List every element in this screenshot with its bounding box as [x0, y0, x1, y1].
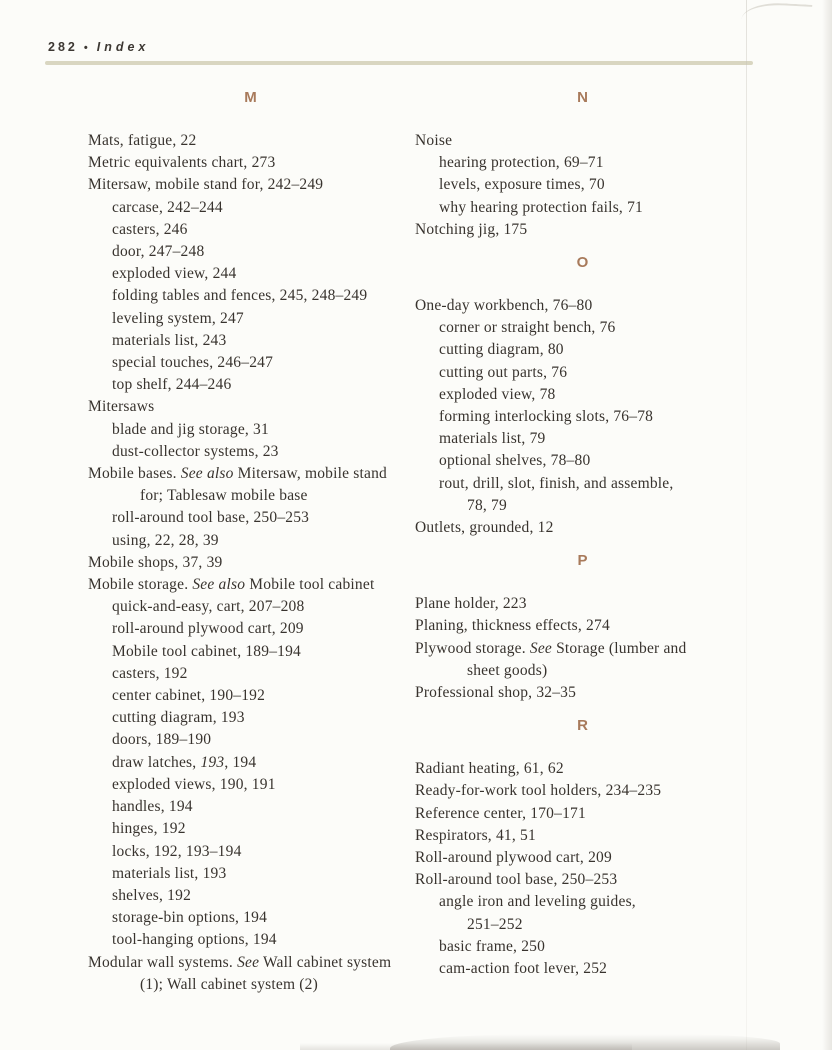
index-entry: Mitersaws — [88, 398, 155, 416]
index-entry: roll-around plywood cart, 209 — [112, 620, 304, 638]
page-number: 282 — [48, 40, 78, 54]
index-entry: Mitersaw, mobile stand for, 242–249 — [88, 176, 324, 194]
index-entry: Reference center, 170–171 — [415, 804, 586, 822]
index-entry: blade and jig storage, 31 — [112, 420, 269, 438]
index-entry: One-day workbench, 76–80 — [415, 297, 593, 315]
index-entry: Professional shop, 32–35 — [415, 684, 577, 702]
index-entry: shelves, 192 — [112, 886, 192, 904]
index-entry: materials list, 79 — [439, 430, 546, 448]
section-letter-heading: R — [577, 717, 588, 735]
index-entry: tool-hanging options, 194 — [112, 931, 277, 949]
index-entry: leveling system, 247 — [112, 309, 244, 327]
index-column-right — [415, 82, 750, 980]
index-entry: Outlets, grounded, 12 — [415, 519, 554, 537]
index-entry: sheet goods) — [467, 661, 548, 679]
index-entry: cam-action foot lever, 252 — [439, 960, 608, 978]
index-section — [415, 551, 750, 704]
index-section — [415, 88, 750, 241]
index-entry: rout, drill, slot, finish, and assemble, — [439, 474, 674, 492]
index-entry: doors, 189–190 — [112, 731, 212, 749]
index-section — [415, 253, 750, 539]
index-entry: Respirators, 41, 51 — [415, 826, 536, 844]
index-entry: materials list, 193 — [112, 864, 227, 882]
section-letter-heading: O — [576, 254, 589, 272]
index-entry: Planing, thickness effects, 274 — [415, 617, 610, 635]
index-entry: Mobile bases. See also Mitersaw, mobile stand — [88, 465, 388, 483]
index-entry: Noise — [415, 132, 453, 149]
index-entry: Mobile shops, 37, 39 — [88, 553, 223, 571]
section-letter-heading: P — [577, 552, 588, 570]
section-letter-heading: M — [244, 89, 257, 106]
index-entry: cutting out parts, 76 — [439, 363, 568, 381]
index-entry: forming interlocking slots, 76–78 — [439, 408, 654, 426]
index-entry: hinges, 192 — [112, 820, 186, 838]
index-entry: Modular wall systems. See Wall cabinet system — [88, 953, 392, 971]
index-entry: storage-bin options, 194 — [112, 909, 268, 927]
index-entry: casters, 246 — [112, 220, 188, 238]
index-entry: Notching jig, 175 — [415, 220, 528, 238]
index-entry: Roll-around plywood cart, 209 — [415, 849, 612, 867]
index-title: Index — [96, 40, 150, 54]
index-entry: quick-and-easy, cart, 207–208 — [112, 598, 305, 616]
index-entry: door, 247–248 — [112, 243, 205, 261]
index-entry: Metric equivalents chart, 273 — [88, 154, 276, 172]
index-entry: cutting diagram, 80 — [439, 341, 564, 359]
index-entry: carcase, 242–244 — [112, 198, 223, 216]
index-entry: using, 22, 28, 39 — [112, 531, 219, 549]
index-entry: 251–252 — [467, 915, 523, 933]
header-rule — [45, 61, 753, 65]
section-letter-heading: N — [577, 89, 588, 106]
index-entry: Ready-for-work tool holders, 234–235 — [415, 782, 662, 800]
index-entry: cutting diagram, 193 — [112, 709, 245, 727]
index-section — [415, 716, 750, 980]
index-entry: basic frame, 250 — [439, 937, 546, 955]
index-entry: materials list, 243 — [112, 331, 227, 349]
index-entry: optional shelves, 78–80 — [439, 452, 591, 470]
index-entry: levels, exposure times, 70 — [439, 176, 605, 194]
page-edge-line — [746, 0, 747, 1050]
index-entry: folding tables and fences, 245, 248–249 — [112, 287, 368, 305]
index-entry: corner or straight bench, 76 — [439, 319, 616, 337]
index-entry: locks, 192, 193–194 — [112, 842, 242, 860]
index-entry: 78, 79 — [467, 496, 507, 514]
index-entry: exploded views, 190, 191 — [112, 775, 276, 793]
index-entry: (1); Wall cabinet system (2) — [140, 975, 318, 993]
index-entry: exploded view, 244 — [112, 265, 237, 283]
index-entry: Radiant heating, 61, 62 — [415, 760, 564, 778]
index-entry: draw latches, 193, 194 — [112, 753, 257, 771]
index-entry: handles, 194 — [112, 798, 193, 816]
index-entry: casters, 192 — [112, 664, 188, 682]
index-entry: center cabinet, 190–192 — [112, 687, 266, 705]
index-entry: exploded view, 78 — [439, 385, 556, 403]
index-entry: Plane holder, 223 — [415, 595, 527, 613]
index-entry: Mats, fatigue, 22 — [88, 132, 197, 149]
index-section — [88, 88, 413, 996]
index-entry: why hearing protection fails, 71 — [439, 198, 643, 216]
index-entry: Mobile storage. See also Mobile tool cabinet — [88, 576, 375, 594]
book-bottom-shadow — [390, 1034, 780, 1050]
index-entry: Roll-around tool base, 250–253 — [415, 871, 618, 889]
index-entry: angle iron and leveling guides, — [439, 893, 636, 911]
index-entry: special touches, 246–247 — [112, 354, 274, 372]
page-corner-curl — [742, 1, 813, 23]
index-entry: Mobile tool cabinet, 189–194 — [112, 642, 301, 660]
bullet-separator-icon: • — [83, 42, 91, 54]
index-column-left — [88, 82, 413, 996]
index-entry: roll-around tool base, 250–253 — [112, 509, 310, 527]
page-edge-shadow — [822, 0, 832, 1050]
running-header — [48, 40, 149, 54]
index-entry: for; Tablesaw mobile base — [140, 487, 308, 505]
index-entry: dust-collector systems, 23 — [112, 442, 279, 460]
index-entry: top shelf, 244–246 — [112, 376, 232, 394]
index-entry: Plywood storage. See Storage (lumber and — [415, 639, 687, 657]
index-entry: hearing protection, 69–71 — [439, 154, 604, 172]
